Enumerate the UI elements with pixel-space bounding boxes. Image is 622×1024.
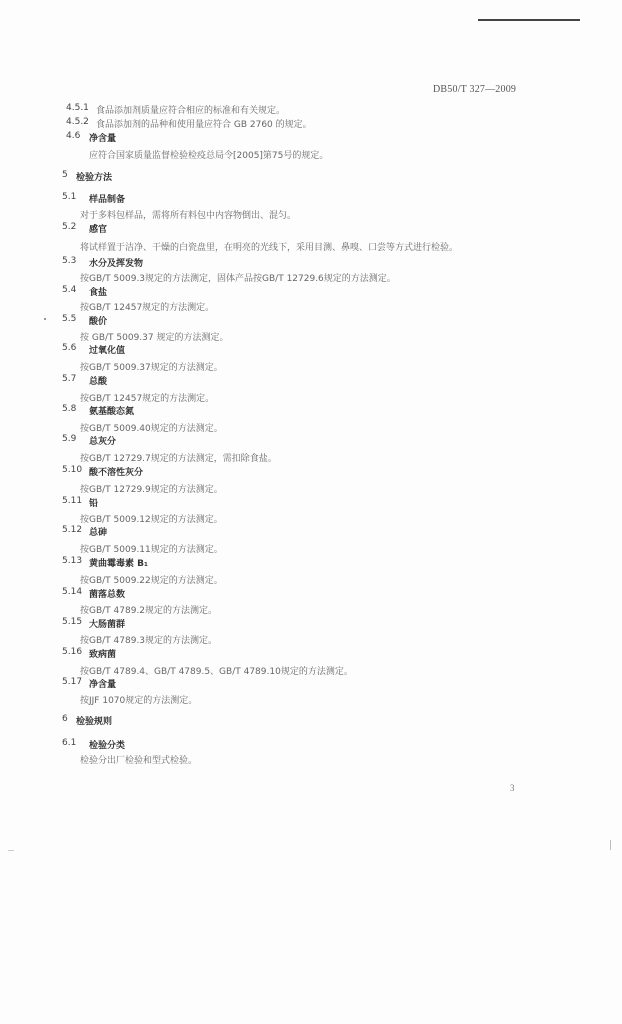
section-number: 4.5.2 xyxy=(66,117,89,127)
section-heading: 净含量 xyxy=(89,134,117,144)
section-number: 5.1 xyxy=(62,192,77,202)
section-text: 按 GB/T 5009.37 规定的方法测定。 xyxy=(80,333,229,343)
section-number: 5.15 xyxy=(62,617,83,627)
section-heading: 致病菌 xyxy=(89,650,117,660)
section-text: 按GB/T 12729.7规定的方法测定，需扣除食盐。 xyxy=(80,454,277,464)
section-number: 5.10 xyxy=(62,465,83,475)
section-text: 食品添加剂的品种和使用量应符合 GB 2760 的规定。 xyxy=(96,120,312,130)
section-number: 5.2 xyxy=(62,222,77,232)
document-code: DB50/T 327—2009 xyxy=(433,84,517,95)
header-rule xyxy=(478,19,580,21)
section-text: 按JJF 1070规定的方法测定。 xyxy=(80,696,198,706)
section-number: 5.6 xyxy=(62,343,77,353)
section-number: 5.4 xyxy=(62,285,77,295)
section-heading: 净含量 xyxy=(89,680,117,690)
section-heading: 铅 xyxy=(89,499,99,509)
section-text: 按GB/T 12457规定的方法测定。 xyxy=(80,394,215,404)
section-number: 5.9 xyxy=(62,434,77,444)
section-number: 5.17 xyxy=(62,677,83,687)
section-text: 检验分出厂检验和型式检验。 xyxy=(80,756,198,766)
section-heading: 检验规则 xyxy=(76,717,113,727)
section-heading: 总砷 xyxy=(89,528,108,538)
section-heading: 食盐 xyxy=(89,288,108,298)
section-heading: 样品制备 xyxy=(89,195,126,205)
section-heading: 感官 xyxy=(89,225,108,235)
section-text: 对于多料包样品，需将所有料包中内容物倒出、混匀。 xyxy=(80,211,297,221)
section-number: 5.14 xyxy=(62,587,83,597)
section-text: 按GB/T 4789.4、GB/T 4789.5、GB/T 4789.10规定的方法测定。 xyxy=(80,667,353,677)
section-text: 按GB/T 5009.11规定的方法测定。 xyxy=(80,545,223,555)
section-text: 按GB/T 12457规定的方法测定。 xyxy=(80,303,215,313)
section-number: 5.13 xyxy=(62,556,83,566)
section-number: 6.1 xyxy=(62,738,77,748)
section-heading: 黄曲霉毒素 B₁ xyxy=(89,559,148,569)
page-number: 3 xyxy=(510,783,515,793)
section-text: 按GB/T 12729.9规定的方法测定。 xyxy=(80,485,223,495)
scan-speck xyxy=(44,318,46,320)
section-text: 食品添加剂质量应符合相应的标准和有关规定。 xyxy=(96,106,286,116)
section-number: 5.12 xyxy=(62,525,83,535)
section-heading: 过氧化值 xyxy=(89,346,126,356)
section-text: 按GB/T 4789.2规定的方法测定。 xyxy=(80,606,218,616)
section-text: 按GB/T 5009.12规定的方法测定。 xyxy=(80,515,223,525)
section-text: 将试样置于洁净、干燥的白瓷盘里，在明亮的光线下，采用目测、鼻嗅、口尝等方式进行检验。 xyxy=(80,243,459,253)
section-number: 4.6 xyxy=(66,131,81,141)
section-number: 5.3 xyxy=(62,256,77,266)
section-number: 5.11 xyxy=(62,496,83,506)
scan-edge-mark xyxy=(610,840,611,850)
section-heading: 检验分类 xyxy=(89,741,126,751)
section-heading: 氨基酸态氮 xyxy=(89,407,135,417)
section-number: 5.16 xyxy=(62,647,83,657)
section-text: 按GB/T 4789.3规定的方法测定。 xyxy=(80,636,218,646)
section-number: 5.7 xyxy=(62,374,77,384)
section-text: 按GB/T 5009.3规定的方法测定，固体产品按GB/T 12729.6规定的方法测定。 xyxy=(80,274,396,284)
section-number: 5 xyxy=(62,170,68,180)
section-heading: 总酸 xyxy=(89,377,108,387)
section-heading: 酸不溶性灰分 xyxy=(89,468,144,478)
section-text: 应符合国家质量监督检验检疫总局令[2005]第75号的规定。 xyxy=(89,151,329,161)
section-heading: 酸价 xyxy=(89,317,108,327)
section-text: 按GB/T 5009.22规定的方法测定。 xyxy=(80,576,223,586)
section-heading: 菌落总数 xyxy=(89,590,126,600)
section-heading: 水分及挥发物 xyxy=(89,259,144,269)
section-number: 5.8 xyxy=(62,404,77,414)
scan-speck xyxy=(8,850,14,851)
section-number: 6 xyxy=(62,714,68,724)
section-heading: 检验方法 xyxy=(76,173,113,183)
section-text: 按GB/T 5009.40规定的方法测定。 xyxy=(80,424,223,434)
section-heading: 大肠菌群 xyxy=(89,620,126,630)
section-number: 5.5 xyxy=(62,314,77,324)
section-number: 4.5.1 xyxy=(66,103,89,113)
section-text: 按GB/T 5009.37规定的方法测定。 xyxy=(80,363,223,373)
section-heading: 总灰分 xyxy=(89,437,117,447)
